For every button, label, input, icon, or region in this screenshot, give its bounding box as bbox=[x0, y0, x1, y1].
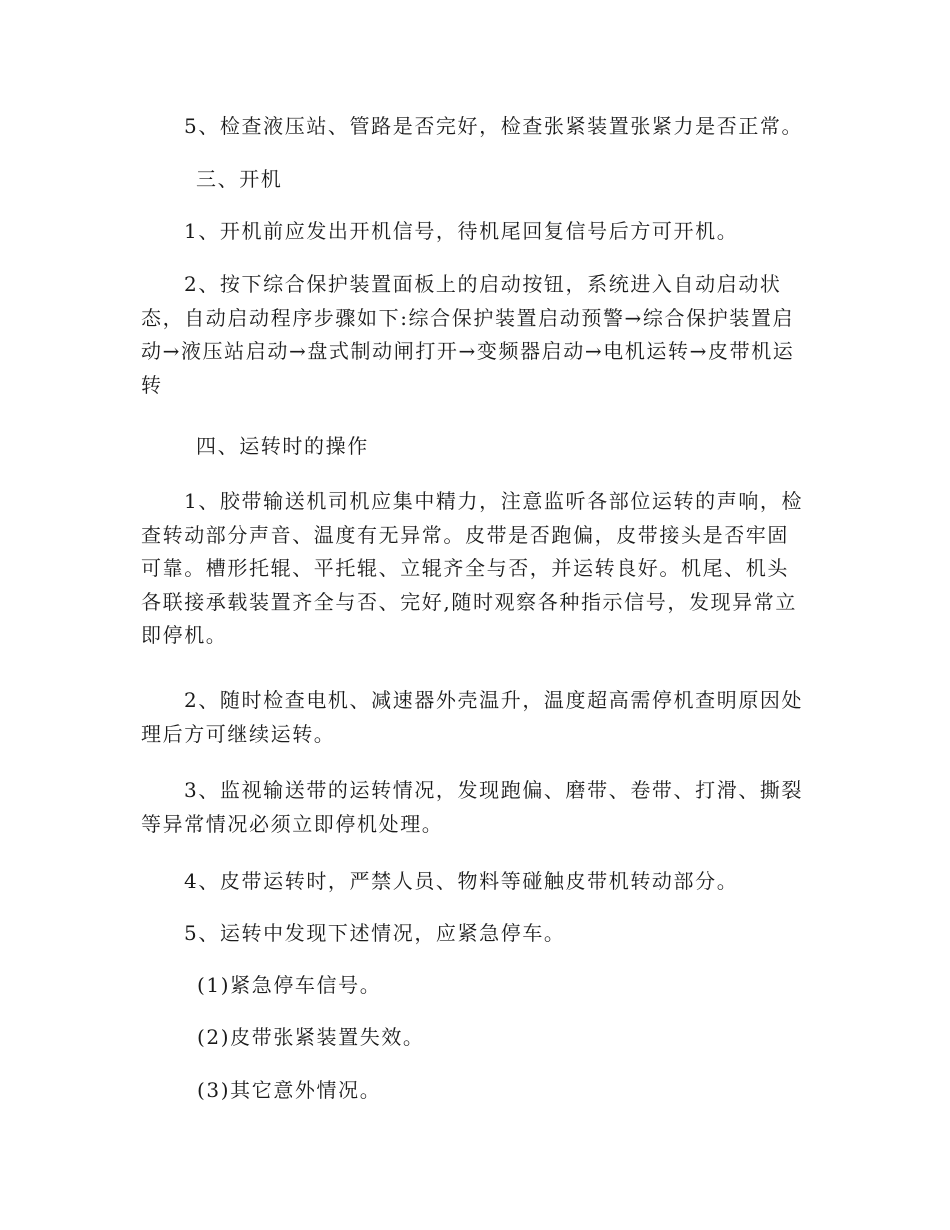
list-item-other-accidents: (3)其它意外情况。 bbox=[197, 1078, 382, 1102]
paragraph-emergency-stop: 5、运转中发现下述情况，应紧急停车。 bbox=[184, 921, 566, 945]
list-item-tensioner-failure: (2)皮带张紧装置失效。 bbox=[197, 1025, 425, 1049]
paragraph-check-hydraulic-station: 5、检查液压站、管路是否完好，检查张紧装置张紧力是否正常。 bbox=[184, 114, 804, 138]
section-heading-running-operation: 四、运转时的操作 bbox=[196, 434, 369, 458]
section-heading-start-machine: 三、开机 bbox=[196, 167, 283, 191]
paragraph-check-motor-temperature: 2、随时检查电机、减速器外壳温升，温度超高需停机查明原因处理后方可继续运转。 bbox=[141, 688, 804, 746]
list-item-emergency-signal: (1)紧急停车信号。 bbox=[197, 973, 382, 997]
paragraph-start-procedure: 2、按下综合保护装置面板上的启动按钮，系统进入自动启动状态，自动启动程序步骤如下:综合保护装置启动预警→综合保护装置启动→液压站启动→盘式制动闸打开→变频器启动→电机运转→皮带机运转 bbox=[141, 272, 795, 397]
paragraph-driver-attention: 1、胶带输送机司机应集中精力，注意监听各部位运转的声响，检查转动部分声音、温度有无异常。皮带是否跑偏，皮带接头是否牢固可靠。槽形托辊、平托辊、立辊齐全与否，并运转良好。机尾、机头各联接承载装置齐全与否、完好,随时观察各种指示信号，发现异常立即停机。 bbox=[141, 489, 804, 647]
paragraph-monitor-belt: 3、监视输送带的运转情况，发现跑偏、磨带、卷带、打滑、撕裂等异常情况必须立即停机处理。 bbox=[141, 778, 804, 836]
paragraph-start-signal: 1、开机前应发出开机信号，待机尾回复信号后方可开机。 bbox=[184, 219, 739, 243]
paragraph-no-contact: 4、皮带运转时，严禁人员、物料等碰触皮带机转动部分。 bbox=[184, 869, 739, 893]
